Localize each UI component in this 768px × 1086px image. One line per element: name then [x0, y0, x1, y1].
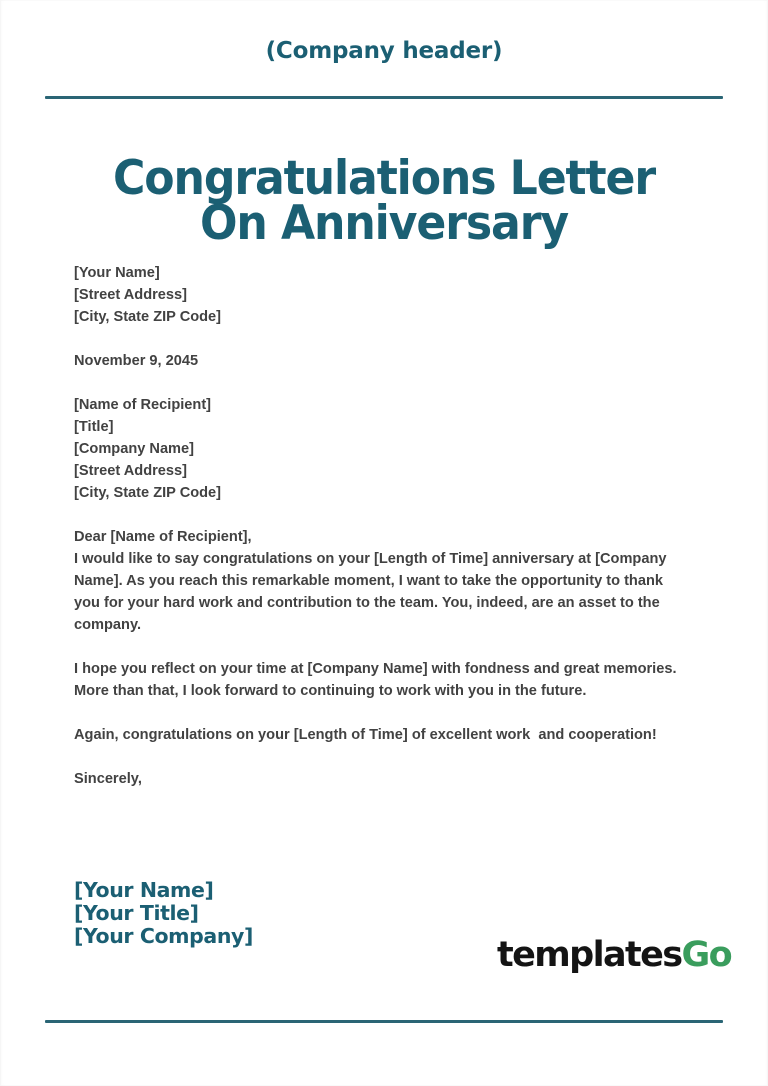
signature-company: [Your Company] [74, 924, 253, 948]
salutation: Dear [Name of Recipient], [74, 529, 252, 545]
body-paragraph-1: I would like to say congratulations on your [Length of Time] anniversary at [Company Name]. As you reach this remarkable moment, I want to take the opportunity to thank you for your hard work and contribution to the team. You, indeed, are an asset to the company. [74, 551, 671, 633]
letter-date: November 9, 2045 [74, 353, 199, 369]
recipient-name: [Name of Recipient] [74, 397, 212, 413]
page-title: Congratulations Letter On Anniversary [112, 151, 656, 252]
logo-accent-text: Go [681, 935, 732, 975]
sender-name: [Your Name] [74, 265, 160, 281]
signature-name: [Your Name] [74, 878, 214, 902]
sender-street: [Street Address] [74, 287, 187, 303]
letter-date-block [74, 350, 690, 372]
sender-address-block [74, 262, 690, 328]
sender-city-state-zip: [City, State ZIP Code] [74, 309, 222, 325]
signature-title: [Your Title] [74, 901, 199, 925]
body-paragraph-2: I hope you reflect on your time at [Company Name] with fondness and great memories. More than that, I look forward to continuing to work with you in the future. [74, 661, 681, 699]
recipient-company: [Company Name] [74, 441, 195, 457]
closing-salutation: Sincerely, [74, 771, 142, 787]
letter-body [74, 262, 690, 812]
header-divider-rule [45, 96, 723, 99]
templatesgo-logo [497, 935, 732, 975]
recipient-city-state-zip: [City, State ZIP Code] [74, 485, 222, 501]
signature-block [74, 879, 253, 948]
company-header-placeholder: (Company header) [265, 38, 503, 64]
recipient-street: [Street Address] [74, 463, 187, 479]
recipient-title: [Title] [74, 419, 114, 435]
salutation-and-first-paragraph [74, 526, 690, 636]
footer-divider-rule [45, 1020, 723, 1023]
logo-primary-text: templates [497, 935, 682, 975]
recipient-address-block [74, 394, 690, 504]
body-paragraph-3: Again, congratulations on your [Length of Time] of excellent work and cooperation! [74, 727, 657, 743]
